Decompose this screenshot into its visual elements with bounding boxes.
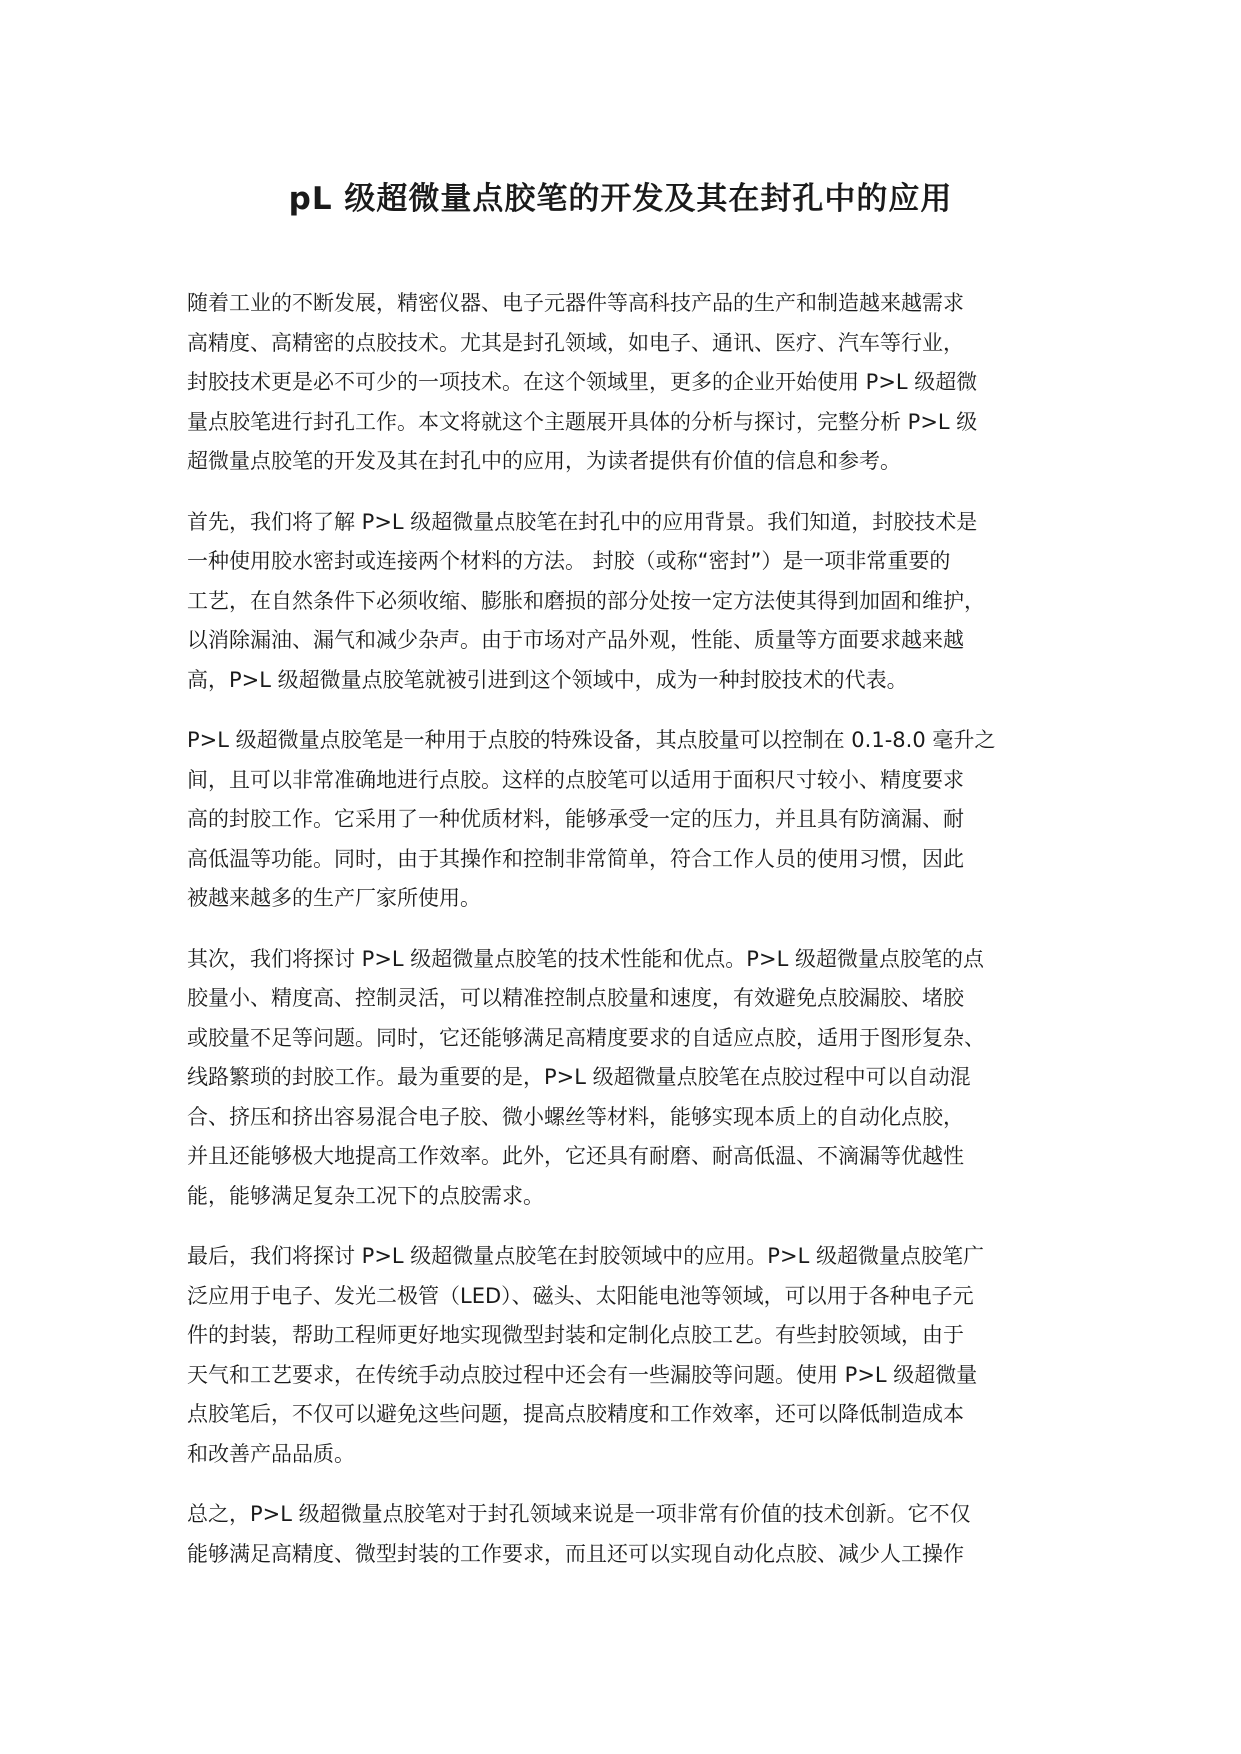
text-line: 和改善产品品质。 bbox=[187, 1441, 355, 1466]
text-line: 总之，P>L 级超微量点胶笔对于封孔领域来说是一项非常有价值的技术创新。它不仅 bbox=[187, 1502, 971, 1526]
text-line: 件的封装，帮助工程师更好地实现微型封装和定制化点胶工艺。有些封胶领域，由于 bbox=[187, 1323, 964, 1347]
text-line: 量点胶笔进行封孔工作。本文将就这个主题展开具体的分析与探讨，完整分析 P>L 级 bbox=[187, 409, 978, 434]
paragraph bbox=[187, 721, 1077, 919]
text-line: 工艺，在自然条件下必须收缩、膨胀和磨损的部分处按一定方法使其得到加固和维护， bbox=[187, 588, 985, 613]
text-line: 超微量点胶笔的开发及其在封孔中的应用，为读者提供有价值的信息和参考。 bbox=[187, 449, 901, 473]
text-line: 并且还能够极大地提高工作效率。此外，它还具有耐磨、耐高低温、不滴漏等优越性 bbox=[187, 1144, 964, 1168]
paragraph bbox=[187, 503, 1077, 701]
text-line: 泛应用于电子、发光二极管（LED）、磁头、太阳能电池等领域，可以用于各种电子元 bbox=[187, 1283, 974, 1308]
document-body bbox=[187, 284, 1077, 1595]
text-line: 高精度、高精密的点胶技术。尤其是封孔领域，如电子、通讯、医疗、汽车等行业， bbox=[187, 330, 964, 355]
text-line: 能，能够满足复杂工况下的点胶需求。 bbox=[187, 1183, 544, 1208]
text-line: 合、挤压和挤出容易混合电子胶、微小螺丝等材料，能够实现本质上的自动化点胶， bbox=[187, 1104, 964, 1129]
text-line: 最后，我们将探讨 P>L 级超微量点胶笔在封胶领域中的应用。P>L 级超微量点胶笔广 bbox=[187, 1244, 984, 1268]
text-line: 首先，我们将了解 P>L 级超微量点胶笔在封孔中的应用背景。我们知道，封胶技术是 bbox=[187, 509, 978, 534]
text-line: 高的封胶工作。它采用了一种优质材料，能够承受一定的压力，并且具有防滴漏、耐 bbox=[187, 807, 964, 831]
paragraph bbox=[187, 940, 1077, 1217]
text-line: 一种使用胶水密封或连接两个材料的方法。 封胶（或称“密封”）是一项非常重要的 bbox=[187, 549, 951, 573]
paragraph bbox=[187, 1237, 1077, 1474]
text-line: P>L 级超微量点胶笔是一种用于点胶的特殊设备，其点胶量可以控制在 0.1-8.0 毫升之 bbox=[187, 728, 996, 752]
text-line: 被越来越多的生产厂家所使用。 bbox=[187, 886, 481, 910]
text-line: 封胶技术更是必不可少的一项技术。在这个领域里，更多的企业开始使用 P>L 级超微 bbox=[187, 370, 978, 394]
text-line: 间，且可以非常准确地进行点胶。这样的点胶笔可以适用于面积尺寸较小、精度要求 bbox=[187, 767, 964, 792]
text-line: 线路繁琐的封胶工作。最为重要的是，P>L 级超微量点胶笔在点胶过程中可以自动混 bbox=[187, 1065, 971, 1089]
text-line: 高，P>L 级超微量点胶笔就被引进到这个领域中，成为一种封胶技术的代表。 bbox=[187, 667, 908, 692]
paragraph bbox=[187, 284, 1077, 482]
text-line: 随着工业的不断发展，精密仪器、电子元器件等高科技产品的生产和制造越来越需求 bbox=[187, 291, 964, 315]
text-line: 胶量小、精度高、控制灵活，可以精准控制点胶量和速度，有效避免点胶漏胶、堵胶 bbox=[187, 986, 964, 1010]
text-line: 其次，我们将探讨 P>L 级超微量点胶笔的技术性能和优点。P>L 级超微量点胶笔的点 bbox=[187, 946, 984, 971]
text-line: 或胶量不足等问题。同时，它还能够满足高精度要求的自适应点胶，适用于图形复杂、 bbox=[187, 1025, 985, 1050]
text-line: 高低温等功能。同时，由于其操作和控制非常简单，符合工作人员的使用习惯，因此 bbox=[187, 846, 964, 871]
text-line: 点胶笔后，不仅可以避免这些问题，提高点胶精度和工作效率，还可以降低制造成本 bbox=[187, 1402, 964, 1426]
paragraph bbox=[187, 1495, 1077, 1574]
text-line: 以消除漏油、漏气和减少杂声。由于市场对产品外观，性能、质量等方面要求越来越 bbox=[187, 628, 964, 652]
text-line: 天气和工艺要求，在传统手动点胶过程中还会有一些漏胶等问题。使用 P>L 级超微量 bbox=[187, 1362, 978, 1387]
text-line: 能够满足高精度、微型封装的工作要求，而且还可以实现自动化点胶、减少人工操作 bbox=[187, 1541, 964, 1566]
document-title: pL 级超微量点胶笔的开发及其在封孔中的应用 bbox=[288, 181, 953, 217]
